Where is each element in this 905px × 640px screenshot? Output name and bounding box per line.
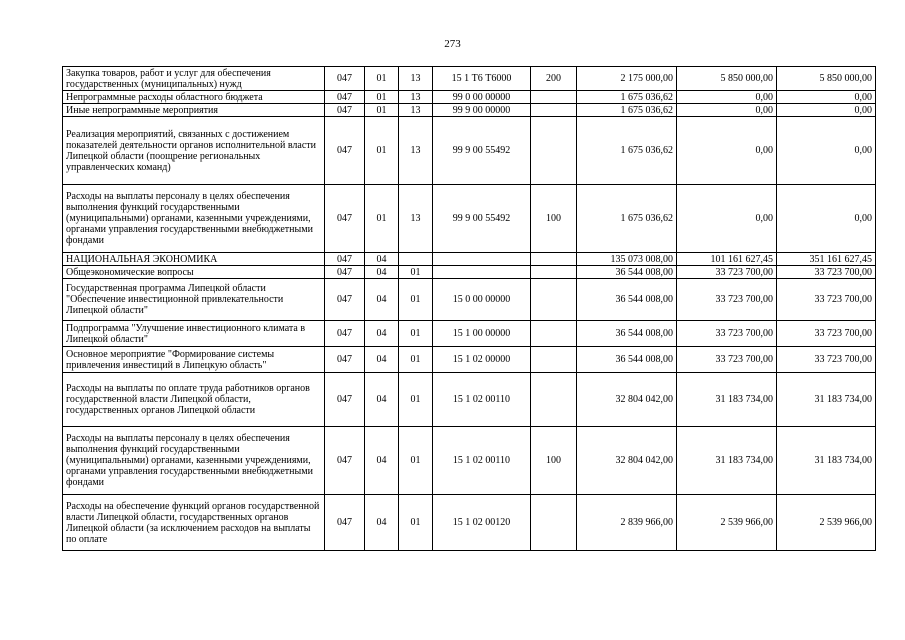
ved-code: 047 xyxy=(325,67,365,91)
amount-year-3: 0,00 xyxy=(777,104,876,117)
section-code: 04 xyxy=(365,266,399,279)
ved-code: 047 xyxy=(325,117,365,185)
row-name: Расходы на выплаты персоналу в целях обеспечения выполнения функций государственными (муниципальными) органами, казенными учреждениями, органами управления государственными внебюджетными фондами xyxy=(63,185,325,253)
table-row xyxy=(63,104,876,117)
subsection-code: 01 xyxy=(399,279,433,321)
amount-year-3: 0,00 xyxy=(777,91,876,104)
amount-year-1: 2 839 966,00 xyxy=(577,495,677,551)
target-article-code: 15 1 00 00000 xyxy=(433,321,531,347)
target-article-code: 99 9 00 55492 xyxy=(433,117,531,185)
ved-code: 047 xyxy=(325,347,365,373)
section-code: 01 xyxy=(365,185,399,253)
section-code: 04 xyxy=(365,427,399,495)
subsection-code: 01 xyxy=(399,373,433,427)
expense-type-code xyxy=(531,321,577,347)
amount-year-2: 31 183 734,00 xyxy=(677,427,777,495)
table-row xyxy=(63,117,876,185)
expense-type-code: 100 xyxy=(531,427,577,495)
subsection-code: 01 xyxy=(399,266,433,279)
amount-year-3: 33 723 700,00 xyxy=(777,321,876,347)
amount-year-2: 101 161 627,45 xyxy=(677,253,777,266)
page-number: 273 xyxy=(444,38,461,50)
row-name: Реализация мероприятий, связанных с достижением показателей деятельности органов исполнительной власти Липецкой области (поощрение региональных управленческих команд) xyxy=(63,117,325,185)
table-row xyxy=(63,279,876,321)
target-article-code: 15 0 00 00000 xyxy=(433,279,531,321)
amount-year-2: 33 723 700,00 xyxy=(677,266,777,279)
subsection-code: 01 xyxy=(399,321,433,347)
section-code: 01 xyxy=(365,91,399,104)
amount-year-1: 1 675 036,62 xyxy=(577,185,677,253)
amount-year-3: 31 183 734,00 xyxy=(777,427,876,495)
target-article-code: 99 9 00 55492 xyxy=(433,185,531,253)
amount-year-2: 0,00 xyxy=(677,104,777,117)
table-row xyxy=(63,373,876,427)
amount-year-1: 32 804 042,00 xyxy=(577,427,677,495)
amount-year-1: 1 675 036,62 xyxy=(577,91,677,104)
table-row xyxy=(63,67,876,91)
amount-year-1: 36 544 008,00 xyxy=(577,266,677,279)
section-code: 04 xyxy=(365,495,399,551)
row-name: Расходы на обеспечение функций органов государственной власти Липецкой области, государственных органов Липецкой области (за исключением расходов на выплаты по оплате xyxy=(63,495,325,551)
table-row xyxy=(63,321,876,347)
ved-code: 047 xyxy=(325,91,365,104)
row-name: Расходы на выплаты персоналу в целях обеспечения выполнения функций государственными (муниципальными) органами, казенными учреждениями, органами управления государственными внебюджетными фондами xyxy=(63,427,325,495)
target-article-code: 15 1 02 00110 xyxy=(433,373,531,427)
ved-code: 047 xyxy=(325,427,365,495)
table-row xyxy=(63,185,876,253)
amount-year-1: 135 073 008,00 xyxy=(577,253,677,266)
amount-year-3: 33 723 700,00 xyxy=(777,347,876,373)
subsection-code: 01 xyxy=(399,347,433,373)
target-article-code xyxy=(433,266,531,279)
subsection-code: 13 xyxy=(399,185,433,253)
amount-year-3: 33 723 700,00 xyxy=(777,279,876,321)
expense-type-code xyxy=(531,253,577,266)
expense-type-code xyxy=(531,104,577,117)
target-article-code: 15 1 Т6 Т6000 xyxy=(433,67,531,91)
budget-table xyxy=(62,66,876,551)
amount-year-2: 0,00 xyxy=(677,91,777,104)
amount-year-3: 33 723 700,00 xyxy=(777,266,876,279)
expense-type-code xyxy=(531,279,577,321)
target-article-code: 15 1 02 00000 xyxy=(433,347,531,373)
expense-type-code xyxy=(531,91,577,104)
section-code: 04 xyxy=(365,373,399,427)
amount-year-1: 2 175 000,00 xyxy=(577,67,677,91)
subsection-code: 01 xyxy=(399,495,433,551)
ved-code: 047 xyxy=(325,279,365,321)
table-row xyxy=(63,91,876,104)
amount-year-3: 0,00 xyxy=(777,185,876,253)
table-row xyxy=(63,266,876,279)
target-article-code: 15 1 02 00110 xyxy=(433,427,531,495)
amount-year-1: 36 544 008,00 xyxy=(577,321,677,347)
ved-code: 047 xyxy=(325,495,365,551)
expense-type-code xyxy=(531,117,577,185)
row-name: Непрограммные расходы областного бюджета xyxy=(63,91,325,104)
amount-year-3: 2 539 966,00 xyxy=(777,495,876,551)
ved-code: 047 xyxy=(325,104,365,117)
amount-year-2: 5 850 000,00 xyxy=(677,67,777,91)
subsection-code: 13 xyxy=(399,117,433,185)
table-row xyxy=(63,427,876,495)
amount-year-2: 0,00 xyxy=(677,117,777,185)
amount-year-1: 36 544 008,00 xyxy=(577,279,677,321)
table-row xyxy=(63,495,876,551)
subsection-code: 13 xyxy=(399,91,433,104)
section-code: 04 xyxy=(365,253,399,266)
target-article-code: 99 0 00 00000 xyxy=(433,91,531,104)
amount-year-1: 1 675 036,62 xyxy=(577,104,677,117)
row-name: Подпрограмма "Улучшение инвестиционного климата в Липецкой области" xyxy=(63,321,325,347)
row-name: Основное мероприятие "Формирование системы привлечения инвестиций в Липецкую область" xyxy=(63,347,325,373)
amount-year-2: 2 539 966,00 xyxy=(677,495,777,551)
expense-type-code: 200 xyxy=(531,67,577,91)
section-code: 01 xyxy=(365,67,399,91)
ved-code: 047 xyxy=(325,185,365,253)
subsection-code: 01 xyxy=(399,427,433,495)
amount-year-1: 36 544 008,00 xyxy=(577,347,677,373)
target-article-code: 15 1 02 00120 xyxy=(433,495,531,551)
section-code: 04 xyxy=(365,347,399,373)
amount-year-2: 33 723 700,00 xyxy=(677,321,777,347)
section-code: 04 xyxy=(365,279,399,321)
row-name: Закупка товаров, работ и услуг для обеспечения государственных (муниципальных) нужд xyxy=(63,67,325,91)
target-article-code xyxy=(433,253,531,266)
amount-year-3: 5 850 000,00 xyxy=(777,67,876,91)
row-name: Иные непрограммные мероприятия xyxy=(63,104,325,117)
amount-year-2: 33 723 700,00 xyxy=(677,347,777,373)
expense-type-code: 100 xyxy=(531,185,577,253)
amount-year-1: 1 675 036,62 xyxy=(577,117,677,185)
expense-type-code xyxy=(531,347,577,373)
subsection-code: 13 xyxy=(399,104,433,117)
expense-type-code xyxy=(531,266,577,279)
subsection-code xyxy=(399,253,433,266)
row-name: Общеэкономические вопросы xyxy=(63,266,325,279)
amount-year-2: 0,00 xyxy=(677,185,777,253)
target-article-code: 99 9 00 00000 xyxy=(433,104,531,117)
amount-year-2: 31 183 734,00 xyxy=(677,373,777,427)
row-name: НАЦИОНАЛЬНАЯ ЭКОНОМИКА xyxy=(63,253,325,266)
expense-type-code xyxy=(531,373,577,427)
ved-code: 047 xyxy=(325,373,365,427)
amount-year-1: 32 804 042,00 xyxy=(577,373,677,427)
amount-year-3: 31 183 734,00 xyxy=(777,373,876,427)
section-code: 01 xyxy=(365,104,399,117)
row-name: Расходы на выплаты по оплате труда работников органов государственной власти Липецкой области, государственных органов Липецкой области xyxy=(63,373,325,427)
expense-type-code xyxy=(531,495,577,551)
amount-year-2: 33 723 700,00 xyxy=(677,279,777,321)
table-row xyxy=(63,347,876,373)
section-code: 01 xyxy=(365,117,399,185)
amount-year-3: 0,00 xyxy=(777,117,876,185)
row-name: Государственная программа Липецкой области "Обеспечение инвестиционной привлекательности Липецкой области" xyxy=(63,279,325,321)
table-row xyxy=(63,253,876,266)
subsection-code: 13 xyxy=(399,67,433,91)
section-code: 04 xyxy=(365,321,399,347)
ved-code: 047 xyxy=(325,321,365,347)
ved-code: 047 xyxy=(325,253,365,266)
table-body xyxy=(63,67,876,551)
ved-code: 047 xyxy=(325,266,365,279)
amount-year-3: 351 161 627,45 xyxy=(777,253,876,266)
